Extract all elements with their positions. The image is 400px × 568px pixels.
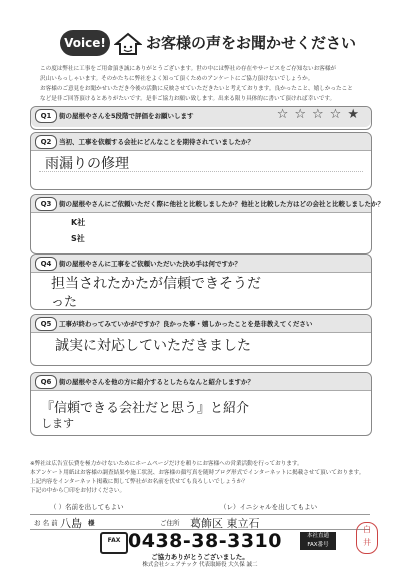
question-6-answer-line-1: 『信頼できる会社だと思う』と紹介 bbox=[41, 401, 250, 416]
question-4-text: 街の屋根やさんに工事をご依頼いただいた決め手は何ですか？ bbox=[59, 260, 241, 268]
question-5-header bbox=[31, 315, 371, 333]
fax-icon: FAX bbox=[100, 532, 128, 554]
question-3-answer-1: K社 bbox=[71, 218, 86, 227]
thanks-line: ご協力ありがとうございました。 bbox=[151, 553, 249, 561]
fax-number: 0438-38-3310 bbox=[128, 530, 282, 552]
intro-text bbox=[40, 64, 370, 104]
question-4-answer-line-1: 担当されたかたが信頼できそうだ bbox=[51, 276, 261, 292]
fax-label bbox=[300, 532, 336, 550]
question-3-tag: Q3 bbox=[35, 197, 57, 211]
address-value: 葛飾区 東立石 bbox=[190, 517, 260, 530]
question-4-tag: Q4 bbox=[35, 257, 57, 271]
intro-line-4: など是非ご回答頂けるとありがたいです。是非ご協力お願い致します。出来る限り具体的に書いて頂ければ幸いです。 bbox=[40, 96, 336, 102]
name-consent: （ ）名前を出してもよい bbox=[50, 503, 124, 511]
question-6-answer-line-2: します bbox=[41, 417, 74, 430]
seal-stamp: 白 井 bbox=[356, 522, 378, 554]
question-4-header bbox=[31, 255, 371, 273]
question-2-answer: 雨漏りの修理 bbox=[45, 156, 129, 172]
question-6 bbox=[30, 372, 372, 436]
question-2 bbox=[30, 132, 372, 190]
footer-notes bbox=[30, 460, 370, 496]
question-4 bbox=[30, 254, 372, 310]
question-5-tag: Q5 bbox=[35, 317, 57, 331]
answer-line bbox=[39, 171, 363, 172]
honorific: 様 bbox=[88, 519, 95, 527]
question-3-answer-2: S社 bbox=[71, 234, 85, 243]
intro-line-3: お客様のご意見をお聞かせいただき今後の活動に反映させていただきたいと考えております。良かったこと、嬉しかったこと bbox=[40, 86, 353, 92]
question-2-tag: Q2 bbox=[35, 135, 57, 149]
footer-note-3: 上記内容をインターネット掲載に関して弊社がお名前を伏せても良ろしいでしょうか？ bbox=[30, 479, 248, 485]
intro-line-1: この度は弊社に工事をご用命頂き誠にありがとうございます。世の中には弊社の存在やサービスをご存知ないお客様が bbox=[40, 66, 337, 72]
name-label: お 名 前 bbox=[34, 519, 58, 527]
fax-label-line-1: 本社直通 bbox=[306, 533, 329, 539]
name-value: 八島 bbox=[60, 517, 82, 530]
question-6-text: 街の屋根やさんを他の方に紹介するとしたらなんと紹介しますか？ bbox=[59, 378, 254, 386]
question-2-text: 当初、工事を依頼する会社にどんなことを期待されていましたか？ bbox=[59, 138, 254, 146]
question-6-tag: Q6 bbox=[35, 375, 57, 389]
question-1-text: 街の屋根やさんを5段階で評価をお願いします bbox=[59, 112, 194, 120]
fax-box bbox=[100, 530, 340, 552]
voice-badge: Voice! bbox=[60, 30, 110, 56]
intro-line-2: 沢山いらっしゃいます。そのかたちに弊社をよく知って頂くためのアンケートにご協力頂けないでしょうか。 bbox=[40, 76, 314, 82]
footer-note-2: 本アンケート用紙はお客様の調査結果や施工状況、お客様の顔写真を随時ブログ形式でインターネットに掲載させて頂いております。 bbox=[30, 470, 365, 476]
initial-consent: （レ）イニシャルを出してもよい bbox=[220, 503, 318, 511]
question-5 bbox=[30, 314, 372, 366]
footer-note-1: ※弊社は広告宣伝費を極力かけないためにホームページだけを頼りにお客様への営業活動を行っております。 bbox=[30, 461, 303, 467]
question-1-header bbox=[31, 107, 371, 127]
question-1 bbox=[30, 106, 372, 130]
house-icon bbox=[114, 32, 142, 56]
question-3 bbox=[30, 194, 384, 254]
question-3-text: 街の屋根やさんにご依頼いただく際に他社と比較しましたか？他社と比較した方はどの会社と比較しましたか？ bbox=[59, 200, 384, 208]
question-5-text: 工事が終わってみていかがですか？良かった事・嬉しかったことを是非教えてください bbox=[59, 320, 313, 328]
question-1-tag: Q1 bbox=[35, 109, 57, 123]
fax-label-line-2: FAX番号 bbox=[307, 542, 329, 548]
question-3-header bbox=[31, 195, 384, 213]
name-row bbox=[30, 514, 370, 530]
page-title: お客様の声をお聞かせください bbox=[146, 34, 357, 52]
question-6-header bbox=[31, 373, 371, 391]
footer-note-4: 下記の中から〇印をお付けください。 bbox=[30, 488, 126, 494]
address-label: ご住所 bbox=[160, 519, 180, 527]
question-2-header bbox=[31, 133, 371, 151]
rating-stars: ☆☆☆☆★ bbox=[276, 107, 365, 122]
company-line: 株式会社シェアテック 代表取締役 大久保 誠二 bbox=[142, 562, 258, 568]
question-4-answer-line-2: った bbox=[51, 295, 78, 310]
question-5-answer: 誠実に対応していただきました bbox=[55, 338, 251, 354]
header bbox=[60, 28, 360, 64]
